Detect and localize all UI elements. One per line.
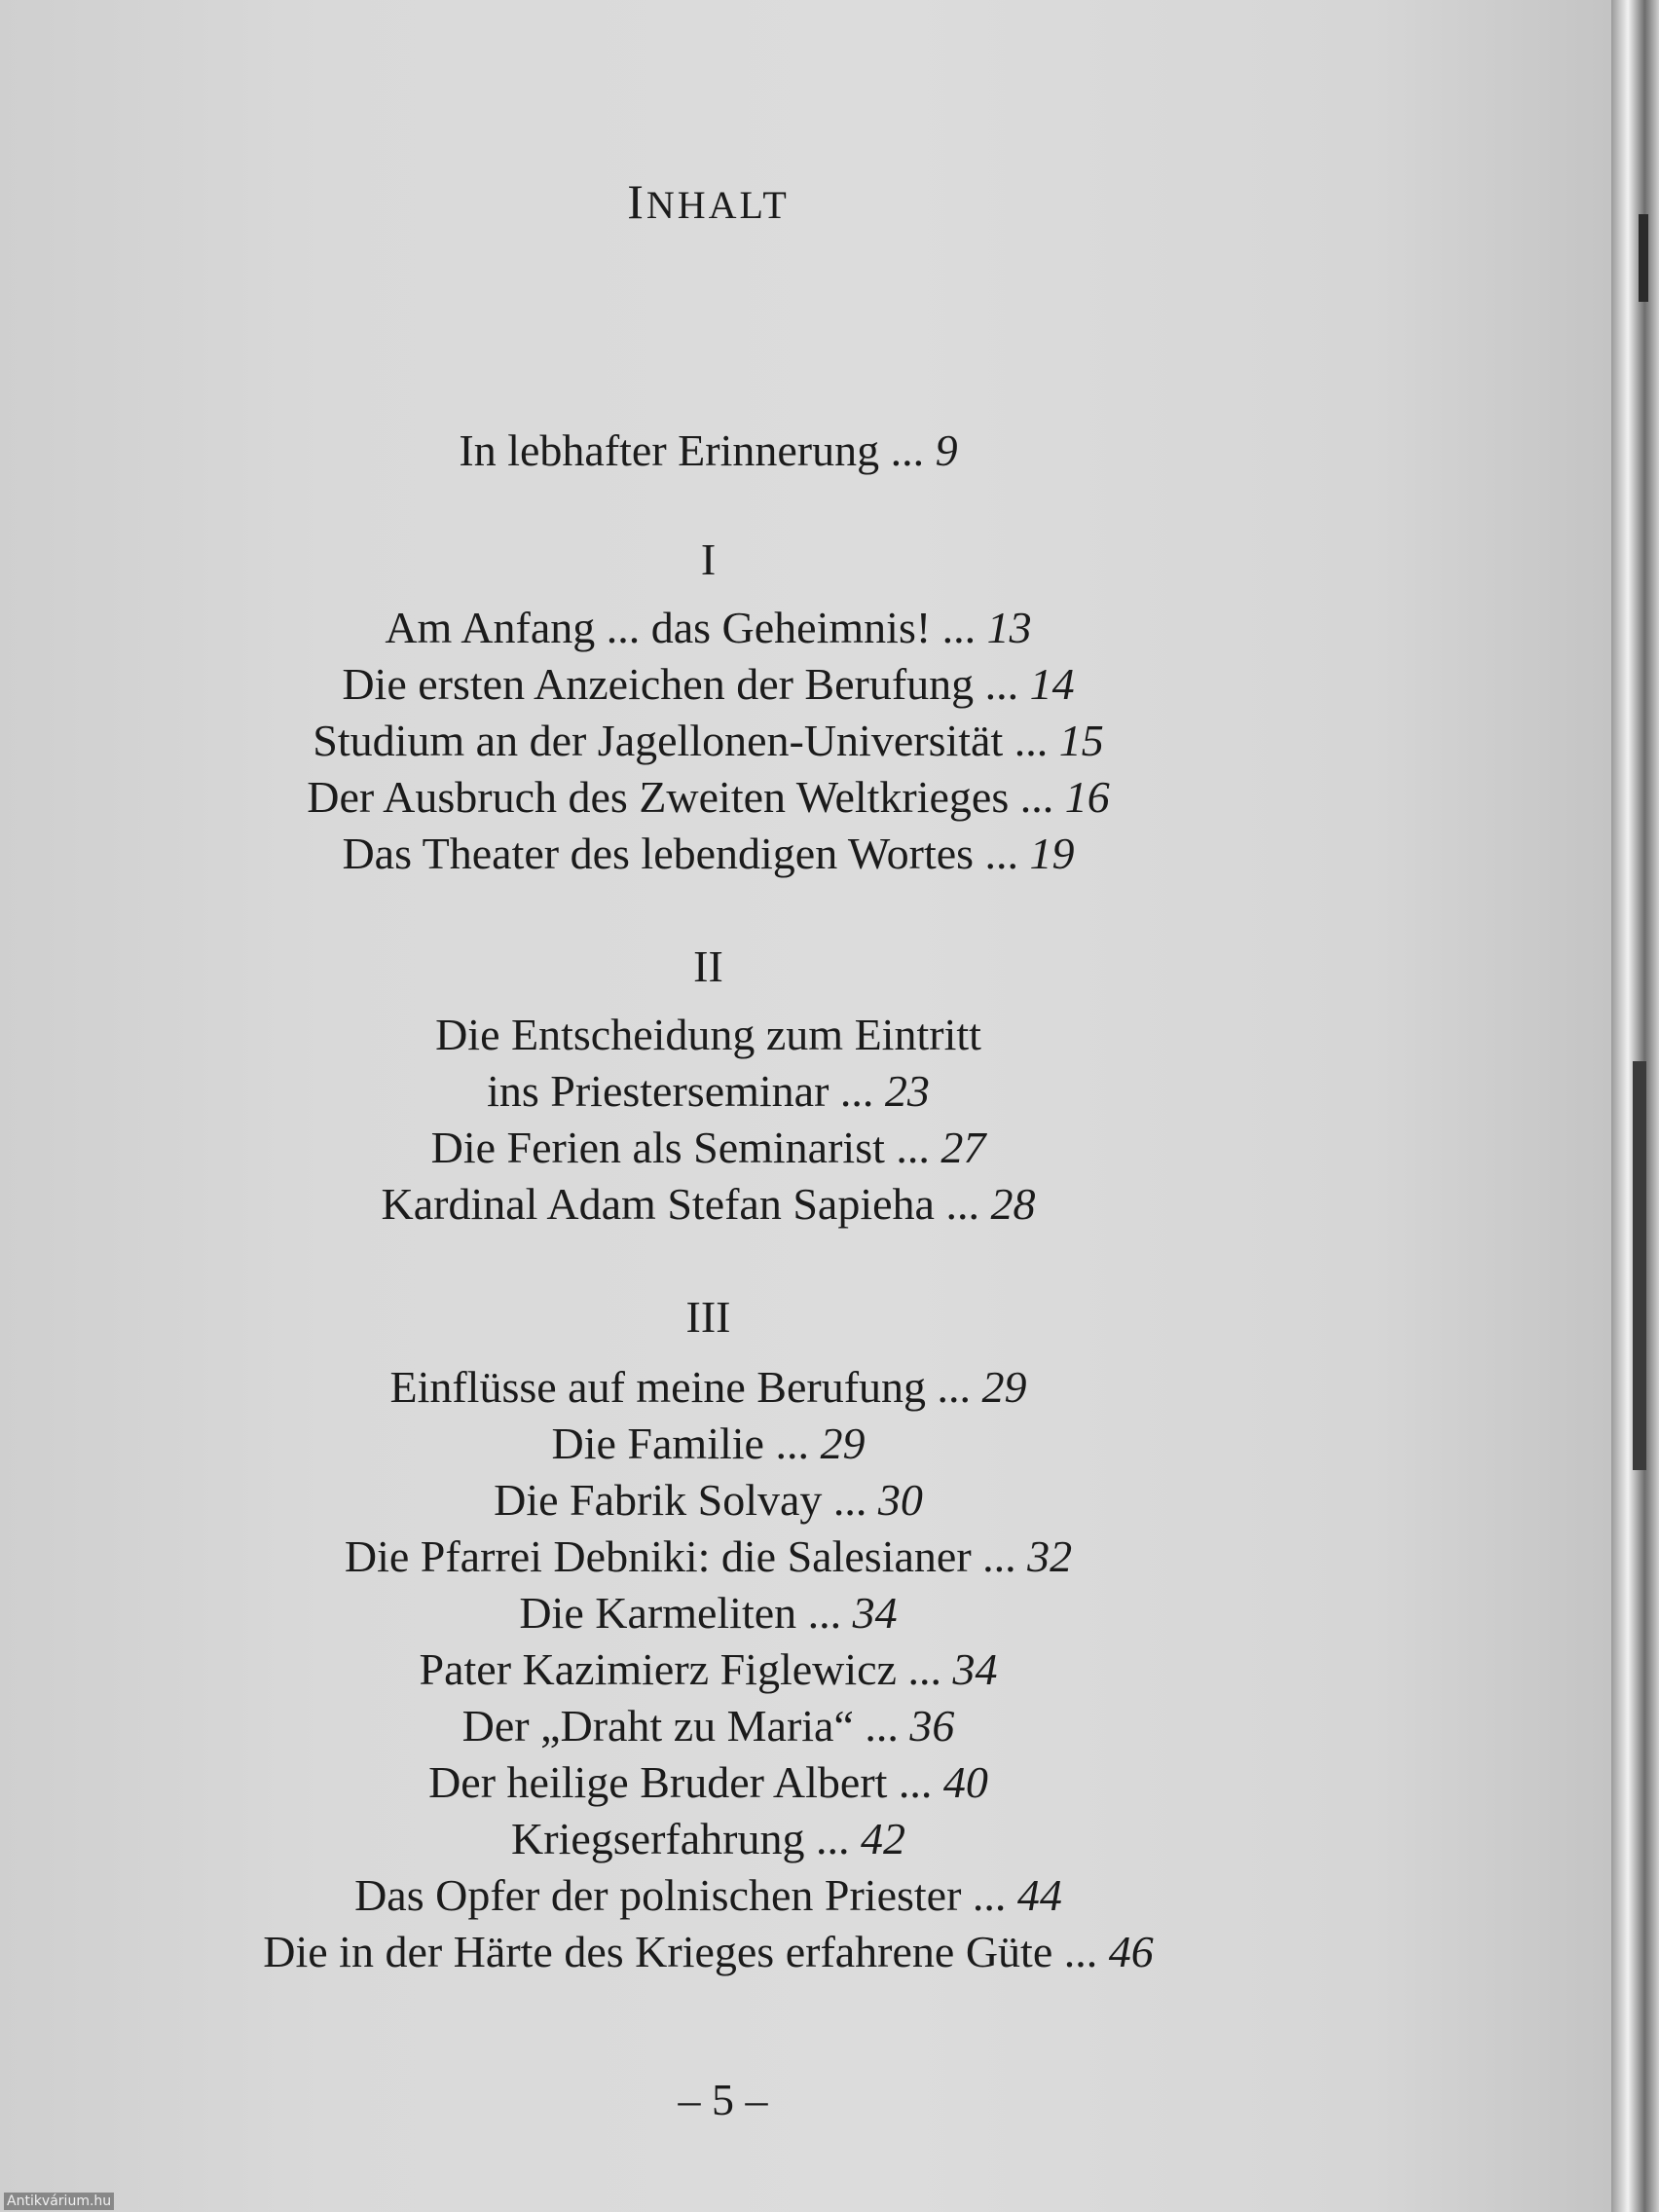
toc-entry: Die Familie ... 29 (551, 1419, 866, 1468)
toc-entry: Am Anfang ... das Geheimnis! ... 13 (385, 603, 1032, 652)
toc-entry: Das Theater des lebendigen Wortes ... 19 (342, 829, 1075, 878)
section-numeral-2: II (693, 941, 723, 991)
toc-entry: Studium an der Jagellonen-Universität ... 15 (313, 716, 1104, 765)
toc-entry: Die Ferien als Seminarist ... 27 (430, 1123, 986, 1172)
toc-entry: Die Entscheidung zum Eintritt (435, 1010, 981, 1059)
toc-entry: Kriegserfahrung ... 42 (511, 1814, 905, 1863)
toc-entry: Kardinal Adam Stefan Sapieha ... 28 (381, 1179, 1036, 1229)
watermark: Antikvárium.hu (4, 2193, 114, 2210)
binding-shadow (1633, 1061, 1646, 1470)
toc-entry: Das Opfer der polnischen Priester ... 44 (354, 1870, 1062, 1920)
page-number: – 5 – (678, 2075, 768, 2124)
toc-entry: Der Ausbruch des Zweiten Weltkrieges ... 16 (307, 772, 1110, 822)
toc-entry: Einflüsse auf meine Berufung ... 29 (389, 1362, 1027, 1412)
toc-entry-intro: In lebhafter Erinnerung ... 9 (459, 425, 958, 475)
toc-entry: Die ersten Anzeichen der Berufung ... 14 (342, 659, 1075, 709)
toc-entry: Der „Draht zu Maria“ ... 36 (461, 1701, 955, 1751)
toc-entry: Die Fabrik Solvay ... 30 (494, 1475, 923, 1525)
toc-entry: Die Karmeliten ... 34 (519, 1588, 898, 1638)
page-title: INHALT (627, 174, 790, 229)
section-numeral-3: III (685, 1292, 731, 1342)
toc-entry: Die Pfarrei Debniki: die Salesianer ... 32 (344, 1531, 1073, 1581)
toc-entry: Der heilige Bruder Albert ... 40 (428, 1757, 988, 1807)
toc-entry: ins Priesterseminar ... 23 (487, 1066, 930, 1116)
binding-shadow (1639, 214, 1648, 302)
toc-entry: Die in der Härte des Krieges erfahrene Güte ... 46 (263, 1927, 1154, 1976)
toc-entry: Pater Kazimierz Figlewicz ... 34 (419, 1644, 998, 1694)
section-numeral-1: I (700, 535, 717, 584)
